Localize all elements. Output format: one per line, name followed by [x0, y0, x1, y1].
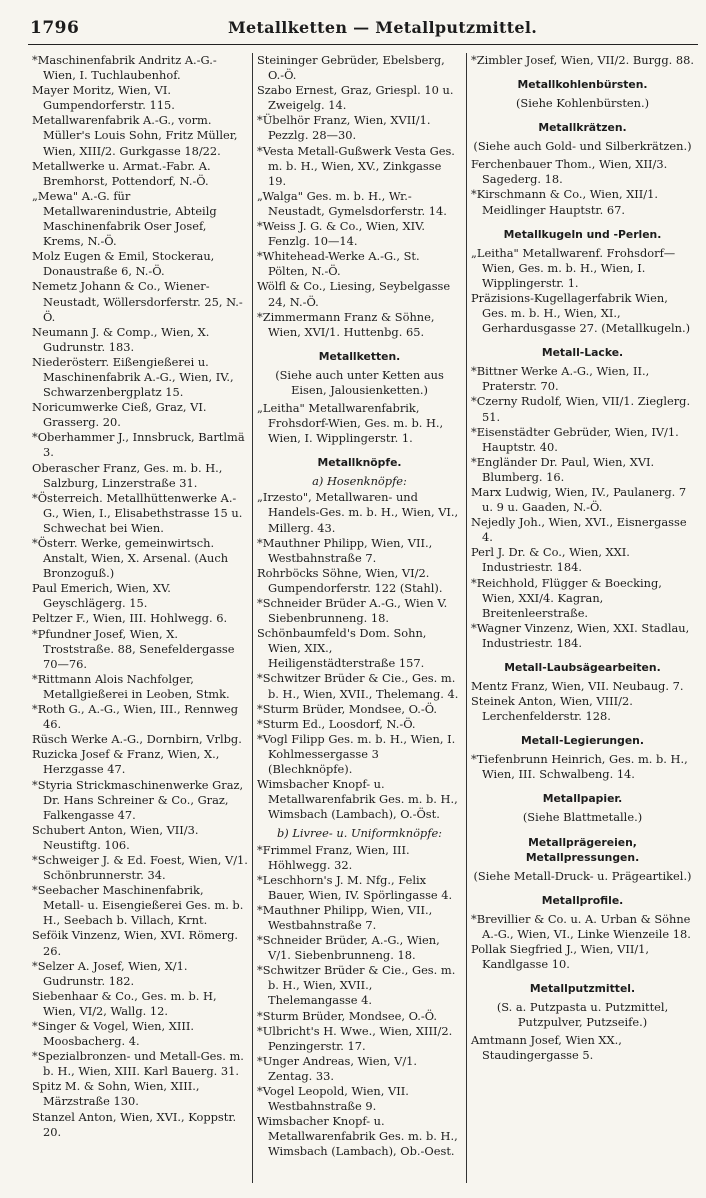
- column-3: [466, 53, 698, 1183]
- directory-entry: Metallwarenfabrik A.-G., vorm. Müller's Louis Sohn, Fritz Müller, Wien, XIII/2. Gurkgasse 18/22.: [32, 113, 238, 158]
- directory-entry: „Leitha" Metallwarenf. Frohsdorf—Wien, Ges. m. b. H., Wien, I. Wipplingerstr. 1.: [471, 245, 676, 290]
- section-note: (Siehe Blattmetalle.): [522, 810, 643, 825]
- section-note: (Siehe Kohlenbürsten.): [515, 96, 650, 111]
- directory-entry: *Unger Andreas, Wien, V/1. Zentag. 33.: [257, 1053, 418, 1083]
- section-heading-laubsaegearbeiten: Metall-Laubsägearbeiten.: [504, 661, 661, 674]
- directory-entry: Nemetz Johann & Co., Wiener-Neustadt, Wöllersdorferstr. 25, N.-Ö.: [32, 279, 243, 324]
- section-heading-metallketten: Metallketten.: [318, 349, 401, 363]
- section-heading-metallpraegereien: Metallprägereien, Metallpressungen.: [525, 835, 640, 864]
- directory-entry: *Engländer Dr. Paul, Wien, XVI. Blumberg. 16.: [471, 454, 655, 484]
- directory-entry: *Mauthner Philipp, Wien, VII., Westbahnstraße 7.: [257, 902, 433, 932]
- directory-entry: Metallwerke u. Armat.-Fabr. A. Bremhorst, Pottendorf, N.-Ö.: [32, 158, 211, 188]
- directory-entry: Schubert Anton, Wien, VII/3. Neustiftg. 106.: [32, 822, 199, 852]
- directory-entry: *Vogl Filipp Ges. m. b. H., Wien, I. Kohlmessergasse 3 (Blechknöpfe).: [257, 731, 456, 777]
- directory-entry: Stanzel Anton, Wien, XVI., Koppstr. 20.: [32, 1109, 237, 1139]
- directory-entry: Wölfl & Co., Liesing, Seybelgasse 24, N.-Ö.: [257, 279, 451, 309]
- directory-entry: *Roth G., A.-G., Wien, III., Rennweg 46.: [32, 702, 239, 732]
- directory-entry: *Sturm Brüder, Mondsee, O.-Ö.: [257, 701, 438, 716]
- directory-entry: *Vesta Metall-Gußwerk Vesta Ges. m. b. H., Wien, XV., Zinkgasse 19.: [257, 143, 455, 188]
- column-2: [252, 53, 466, 1183]
- section-heading-metallpapier: Metallpapier.: [542, 792, 623, 806]
- directory-entry: *Schneider Brüder A.-G., Wien V. Siebenbrunneng. 18.: [257, 596, 448, 626]
- directory-entry: Ruzicka Josef & Franz, Wien, X., Herzgasse 47.: [32, 747, 220, 777]
- directory-entry: Szabo Ernest, Graz, Griespl. 10 u. Zweigelg. 14.: [257, 83, 454, 113]
- directory-entry: Mentz Franz, Wien, VII. Neubaug. 7.: [471, 679, 684, 693]
- directory-entry: *Styria Strickmaschinenwerke Graz, Dr. Hans Schreiner & Co., Graz, Falkengasse 47.: [32, 777, 244, 822]
- directory-entry: *Oberhammer J., Innsbruck, Bartlmä 3.: [32, 430, 245, 460]
- directory-entry: Peltzer F., Wien, III. Hohlwegg. 6.: [32, 611, 228, 626]
- directory-entry: *Seebacher Maschinenfabrik, Metall- u. Eisengießerei Ges. m. b. H., Seebach b. Villach, Krnt.: [32, 883, 244, 928]
- section-note: (Siehe auch Gold- und Silberkrätzen.): [473, 139, 692, 154]
- directory-entry: *Brevillier & Co. u. A. Urban & Söhne A.-G., Wien, VI., Linke Wienzeile 18.: [471, 911, 691, 941]
- directory-entry: *Bittner Werke A.-G., Wien, II., Praterstr. 70.: [471, 364, 650, 394]
- directory-entry: *Leschhorn's J. M. Nfg., Felix Bauer, Wien, IV. Spörlingasse 4.: [257, 872, 453, 902]
- subsection-hosenknoepfe: a) Hosenknöpfe:: [312, 474, 407, 489]
- section-heading-legierungen: Metall-Legierungen.: [521, 734, 644, 748]
- directory-entry: *Reichhold, Flügger & Boecking, Wien, XXI/4. Kagran, Breitenleerstraße.: [471, 575, 662, 620]
- directory-entry: Niederösterr. Eißengießerei u. Maschinenfabrik A.-G., Wien, IV., Schwarzenbergplatz 15.: [32, 354, 234, 400]
- directory-entry: *Czerny Rudolf, Wien, VII/1. Zieglerg. 51.: [471, 394, 691, 424]
- directory-entry: Präzisions-Kugellagerfabrik Wien, Ges. m. b. H., Wien, XI., Gerhardusgasse 27. (Metallkugeln.): [471, 290, 691, 336]
- directory-entry: Noricumwerke Cieß, Graz, VI. Grasserg. 20.: [32, 400, 207, 430]
- directory-entry: Marx Ludwig, Wien, IV., Paulanerg. 7 u. 9 u. Gaaden, N.-Ö.: [471, 484, 687, 515]
- directory-entry: Rohrböcks Söhne, Wien, VI/2. Gumpendorferstr. 122 (Stahl).: [257, 565, 443, 595]
- directory-entry: *Schneider Brüder, A.-G., Wien, V/1. Siebenbrunneng. 18.: [257, 933, 440, 963]
- section-note: (S. a. Putzpasta u. Putzmittel, Putzpulver, Putzseife.): [496, 1000, 669, 1030]
- directory-entry: *Wagner Vinzenz, Wien, XXI. Stadlau, Industriestr. 184.: [471, 620, 690, 650]
- columns: [28, 53, 698, 1183]
- directory-entry: *Tiefenbrunn Heinrich, Ges. m. b. H., Wien, III. Schwalbeng. 14.: [471, 752, 688, 782]
- directory-entry: *Zimmermann Franz & Söhne, Wien, XVI/1. Huttenbg. 65.: [257, 309, 435, 339]
- directory-entry: *Schweiger J. & Ed. Foest, Wien, V/1. Schönbrunnerstr. 34.: [32, 852, 248, 883]
- directory-entry: *Singer & Vogel, Wien, XIII. Moosbacherg. 4.: [32, 1019, 194, 1049]
- directory-entry: *Weiss J. G. & Co., Wien, XIV. Fenzlg. 10—14.: [257, 219, 425, 249]
- section-heading-metallkugeln: Metallkugeln und -Perlen.: [503, 227, 662, 241]
- directory-entry: *Schwitzer Brüder & Cie., Ges. m. b. H., Wien, XVII., Thelemang. 4.: [257, 671, 459, 701]
- column-1: [28, 53, 252, 1183]
- section-heading-metallprofile: Metallprofile.: [541, 893, 624, 907]
- directory-entry: *Frimmel Franz, Wien, III. Höhlwegg. 32.: [257, 842, 410, 872]
- directory-entry: *Whitehead-Werke A.-G., St. Pölten, N.-Ö.: [257, 249, 420, 279]
- directory-entry: *Österr. Werke, gemeinwirtsch. Anstalt, Wien, X. Arsenal. (Auch Bronzoguß.): [32, 536, 229, 581]
- directory-entry: Wimsbacher Knopf- u. Metallwarenfabrik Ges. m. b. H., Wimsbach (Lambach), Ob.-Oest.: [257, 1114, 458, 1159]
- directory-entry: *Österreich. Metallhüttenwerke A.-G., Wien, I., Elisabethstrasse 15 u. Schwechat bei Wien.: [32, 490, 243, 535]
- directory-entry: Steinek Anton, Wien, VIII/2. Lerchenfelderstr. 128.: [471, 694, 633, 724]
- directory-entry: Spitz M. & Sohn, Wien, XIII., Märzstraße 130.: [32, 1079, 200, 1109]
- directory-entry: „Irzesto", Metallwaren- und Handels-Ges. m. b. H., Wien, VI., Millerg. 43.: [257, 490, 459, 535]
- directory-entry: *Vogel Leopold, Wien, VII. Westbahnstraße 9.: [257, 1084, 409, 1114]
- running-head: Metallketten — Metallputzmittel.: [228, 18, 538, 37]
- directory-entry: „Walga" Ges. m. b. H., Wr.-Neustadt, Gymelsdorferstr. 14.: [257, 188, 447, 218]
- directory-entry: *Übelhör Franz, Wien, XVII/1. Pezzlg. 28—30.: [257, 113, 431, 143]
- directory-entry: Amtmann Josef, Wien XX., Staudingergasse 5.: [471, 1033, 622, 1063]
- page-header: [28, 14, 698, 45]
- directory-entry: *Pfundner Josef, Wien, X. Troststraße. 88, Senefeldergasse 70—76.: [32, 626, 235, 671]
- directory-entry: Perl J. Dr. & Co., Wien, XXI. Industriestr. 184.: [471, 545, 630, 575]
- section-note: (Siehe Metall-Druck- u. Prägeartikel.): [473, 868, 692, 883]
- directory-entry: Rüsch Werke A.-G., Dornbirn, Vrlbg.: [32, 732, 242, 747]
- directory-entry: *Sturm Brüder, Mondsee, O.-Ö.: [257, 1008, 438, 1023]
- directory-entry: *Rittmann Alois Nachfolger, Metallgießerei in Leoben, Stmk.: [32, 671, 230, 701]
- directory-entry: *Ulbricht's H. Wwe., Wien, XIII/2. Penzingerstr. 17.: [257, 1023, 453, 1053]
- directory-entry: *Eisenstädter Gebrüder, Wien, IV/1. Hauptstr. 40.: [471, 424, 679, 454]
- directory-entry: Schönbaumfeld's Dom. Sohn, Wien, XIX., Heiligenstädterstraße 157.: [257, 626, 427, 671]
- directory-entry: Wimsbacher Knopf- u. Metallwarenfabrik Ges. m. b. H., Wimsbach (Lambach), O.-Öst.: [257, 777, 458, 822]
- section-heading-metallknoepfe: Metallknöpfe.: [317, 456, 402, 470]
- section-heading-metall-lacke: Metall-Lacke.: [541, 346, 624, 360]
- page-number: 1796: [30, 18, 80, 38]
- directory-entry: *Maschinenfabrik Andritz A.-G.-Wien, I. Tuchlaubenhof.: [32, 53, 217, 83]
- directory-entry: „Leitha" Metallwarenfabrik, Frohsdorf-Wien, Ges. m. b. H., Wien, I. Wipplingerstr. 1.: [257, 400, 444, 446]
- directory-entry: Neumann J. & Comp., Wien, X. Gudrunstr. 183.: [32, 324, 210, 354]
- directory-entry: Ferchenbauer Thom., Wien, XII/3. Sagederg. 18.: [471, 157, 668, 187]
- section-heading-metallkohlenbuersten: Metallkohlenbürsten.: [517, 78, 648, 92]
- directory-entry: Nejedly Joh., Wien, XVI., Eisnergasse 4.: [471, 515, 687, 545]
- directory-entry: *Zimbler Josef, Wien, VII/2. Burgg. 88.: [471, 53, 694, 67]
- directory-entry: *Selzer A. Josef, Wien, X/1. Gudrunstr. 182.: [32, 958, 188, 988]
- section-heading-metallkraetzen: Metallkrätzen.: [538, 121, 627, 135]
- subsection-uniformknoepfe: b) Livree- u. Uniformknöpfe:: [276, 826, 443, 841]
- directory-entry: Paul Emerich, Wien, XV. Geyschlägerg. 15.: [32, 581, 171, 611]
- directory-entry: Pollak Siegfried J., Wien, VII/1, Kandlgasse 10.: [471, 941, 650, 971]
- directory-entry: *Mauthner Philipp, Wien, VII., Westbahnstraße 7.: [257, 535, 433, 565]
- directory-entry: Seföik Vinzenz, Wien, XVI. Römerg. 26.: [32, 928, 238, 958]
- directory-entry: *Spezialbronzen- und Metall-Ges. m. b. H., Wien, XIII. Karl Bauerg. 31.: [32, 1049, 244, 1079]
- directory-entry: *Sturm Ed., Loosdorf, N.-Ö.: [257, 716, 416, 731]
- directory-entry: Molz Eugen & Emil, Stockerau, Donaustraße 6, N.-Ö.: [32, 249, 215, 279]
- section-heading-metallputzmittel: Metallputzmittel.: [529, 982, 636, 996]
- directory-entry: Siebenhaar & Co., Ges. m. b. H, Wien, VI/2, Wallg. 12.: [32, 988, 217, 1018]
- directory-entry: *Kirschmann & Co., Wien, XII/1. Meidlinger Hauptstr. 67.: [471, 187, 659, 217]
- section-note: (Siehe auch unter Ketten aus Eisen, Jalousienketten.): [275, 367, 444, 397]
- directory-entry: *Schwitzer Brüder & Cie., Ges. m. b. H., Wien, XVII., Thelemangasse 4.: [257, 963, 456, 1008]
- directory-entry: Oberascher Franz, Ges. m. b. H., Salzburg, Linzerstraße 31.: [32, 460, 223, 490]
- directory-entry: Mayer Moritz, Wien, VI. Gumpendorferstr. 115.: [32, 83, 175, 113]
- directory-entry: Steininger Gebrüder, Ebelsberg, O.-Ö.: [257, 53, 445, 83]
- directory-entry: „Mewa" A.-G. für Metallwarenindustrie, Abteilg Maschinenfabrik Oser Josef, Krems, N.-Ö.: [32, 188, 217, 249]
